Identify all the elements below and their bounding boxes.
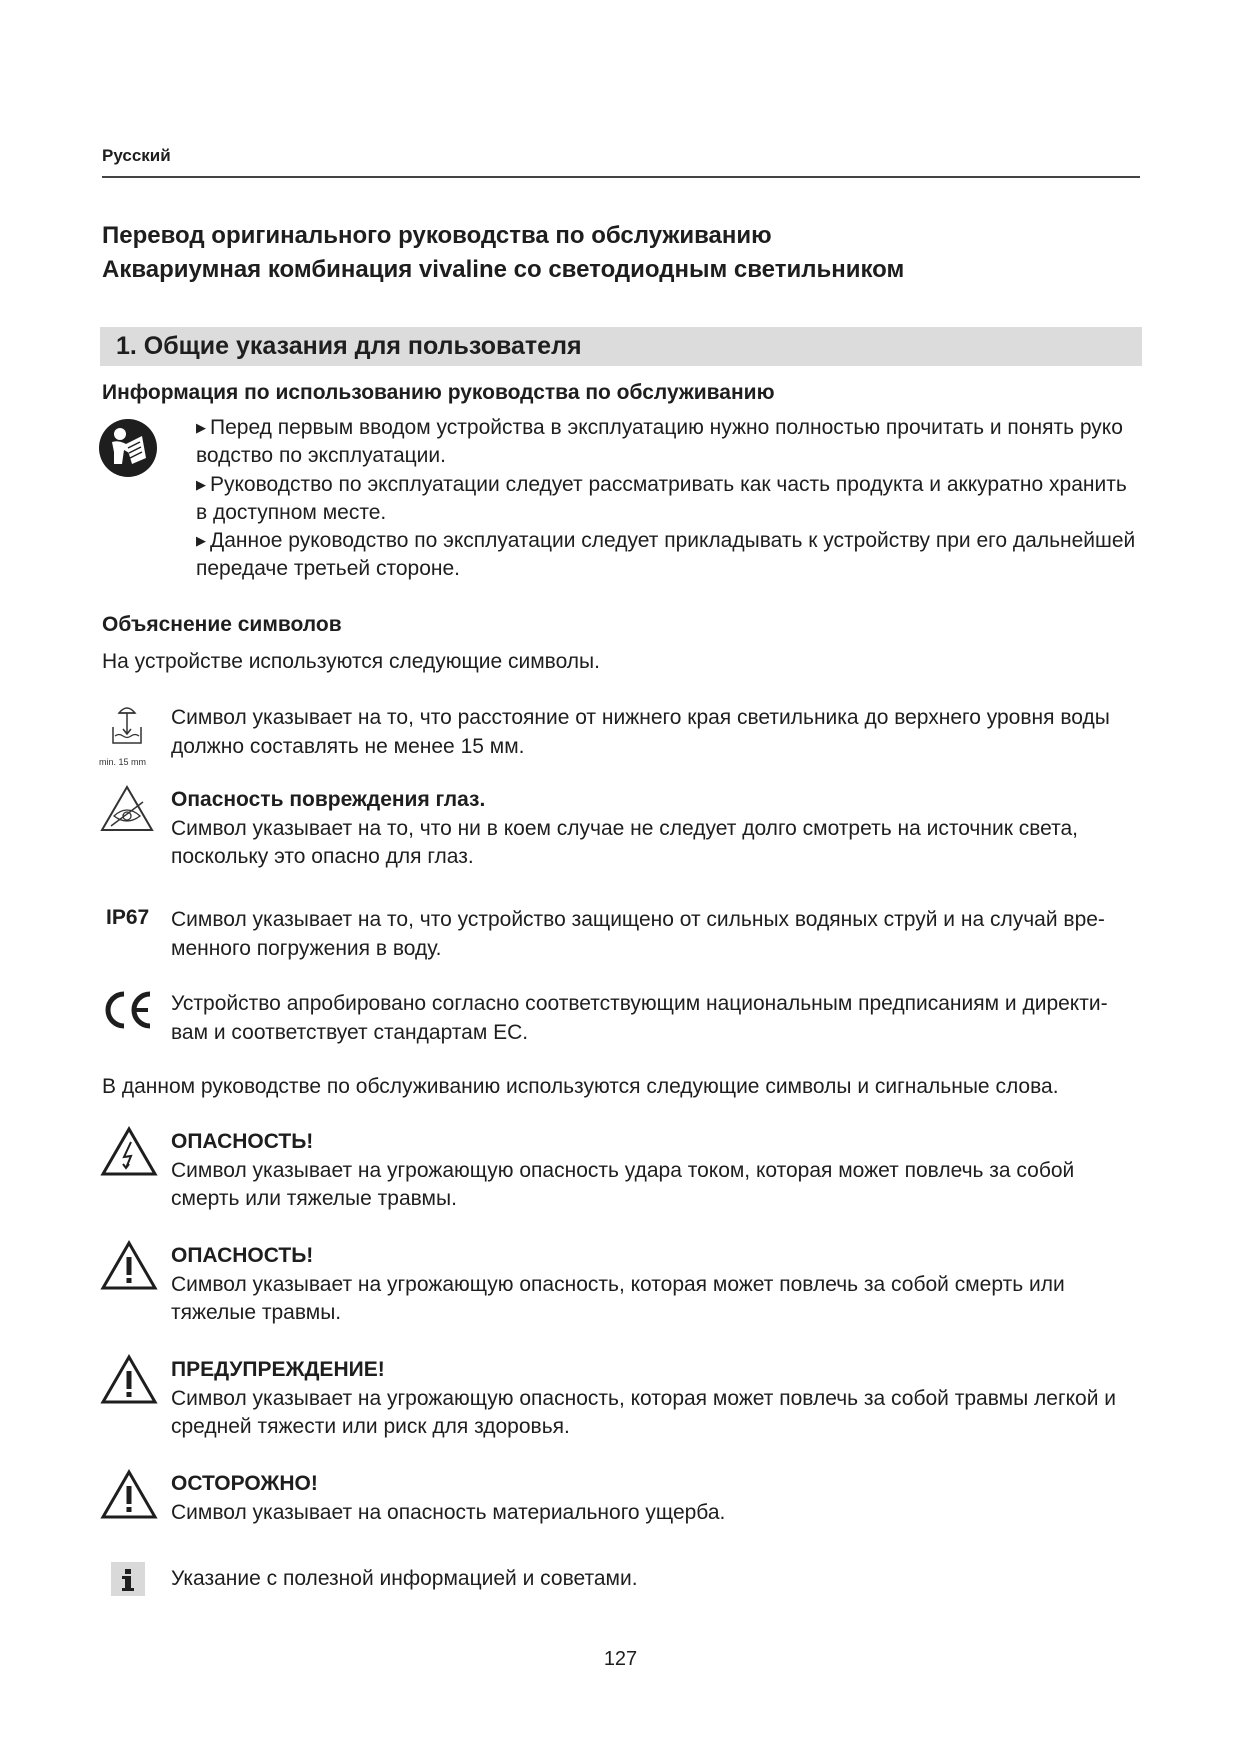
page-number: 127 [603,1648,638,1670]
min-distance-icon [99,703,155,753]
warning-icon [100,1354,158,1406]
ce-mark-text: Устройство апробировано согласно соответствующим национальным предписаниям и директи- вам и соответствует стандартам ЕС. [171,992,1108,1044]
min-distance-text: Символ указывает на то, что расстояние от нижнего края светильника до верхнего уровня воды должно составлять не менее 15 мм. [171,706,1110,758]
danger-electric-text: ОПАСНОСТЬ! Символ указывает на угрожающую опасность удара током, которая может повлечь за собой смерть или тяжелые травмы. [171,1128,1131,1214]
bullet-item: ▶ Перед первым вводом устройства в эксплуатацию нужно полностью прочитать и понять руко [196,416,1123,439]
bullet-arrow-icon: ▶ [196,533,206,549]
document-title-line1: Перевод оригинального руководства по обслуживанию [102,222,772,249]
info-icon [111,1562,145,1596]
symbols-intro: На устройстве используются следующие символы. [102,650,600,673]
eye-hazard-icon [99,784,155,834]
eye-hazard-title: Опасность повреждения глаз. [171,788,486,811]
header-divider [102,176,1140,178]
min-distance-caption: min. 15 mm [99,757,147,767]
danger-text: ОПАСНОСТЬ! Символ указывает на угрожающую опасность, которая может повлечь за собой смерть или тяжелые травмы. [171,1242,1131,1328]
language-label: Русский [102,146,171,165]
danger-warning-icon [100,1240,158,1292]
caution-title: ОСТОРОЖНО! [171,1472,318,1495]
danger-title: ОПАСНОСТЬ! [171,1244,314,1267]
info-text: Указание с полезной информацией и советами. [171,1567,638,1590]
caution-text: ОСТОРОЖНО! Символ указывает на опасность материального ущерба. [171,1470,1131,1527]
danger-electric-title: ОПАСНОСТЬ! [171,1130,314,1153]
signal-words-intro: В данном руководстве по обслуживанию используются следующие символы и сигнальные слова. [102,1075,1059,1098]
document-title-line2: Аквариумная комбинация vivaline со светодиодным светильником [102,256,905,283]
symbols-heading: Объяснение символов [102,613,342,636]
caution-icon [100,1469,158,1521]
manual-info-bullets: ▶ Перед первым вводом устройства в эксплуатацию нужно полностью прочитать и понять руко водство по эксплуатации. ▶ Руководство по эксплуатации следует рассматривать как часть продукта и аккуратно хранить в доступном месте. ▶ Данное руководство по эксплуатации следует прикладывать к устройству при его дальнейшей передаче третьей стороне. [196,414,1156,584]
bullet-arrow-icon: ▶ [196,420,206,435]
read-manual-icon [98,418,158,478]
bullet-arrow-icon: ▶ [196,476,206,492]
eye-hazard-text: Опасность повреждения глаз. Символ указывает на то, что ни в коем случае не следует долго смотреть на источник света, поскольку это опасно для глаз. [171,786,1131,872]
ip67-text: Символ указывает на то, что устройство защищено от сильных водяных струй и на случай вре- менного погружения в воду. [171,908,1105,960]
ce-mark-icon [102,990,156,1030]
bullet-item: ▶ Руководство по эксплуатации следует рассматривать как часть продукта и аккуратно хранить [196,472,1127,496]
electric-hazard-icon [100,1126,158,1178]
section-heading: 1. Общие указания для пользователя [116,332,582,360]
ip67-label: IP67 [106,906,150,929]
manual-info-heading: Информация по использованию руководства по обслуживанию [102,381,775,404]
bullet-item: ▶ Данное руководство по эксплуатации следует прикладывать к устройству при его дальнейшей [196,529,1136,553]
warning-text: ПРЕДУПРЕЖДЕНИЕ! Символ указывает на угрожающую опасность, которая может повлечь за собой травмы легкой и средней тяжести или риск для здоровья. [171,1356,1131,1442]
warning-title: ПРЕДУПРЕЖДЕНИЕ! [171,1358,385,1381]
